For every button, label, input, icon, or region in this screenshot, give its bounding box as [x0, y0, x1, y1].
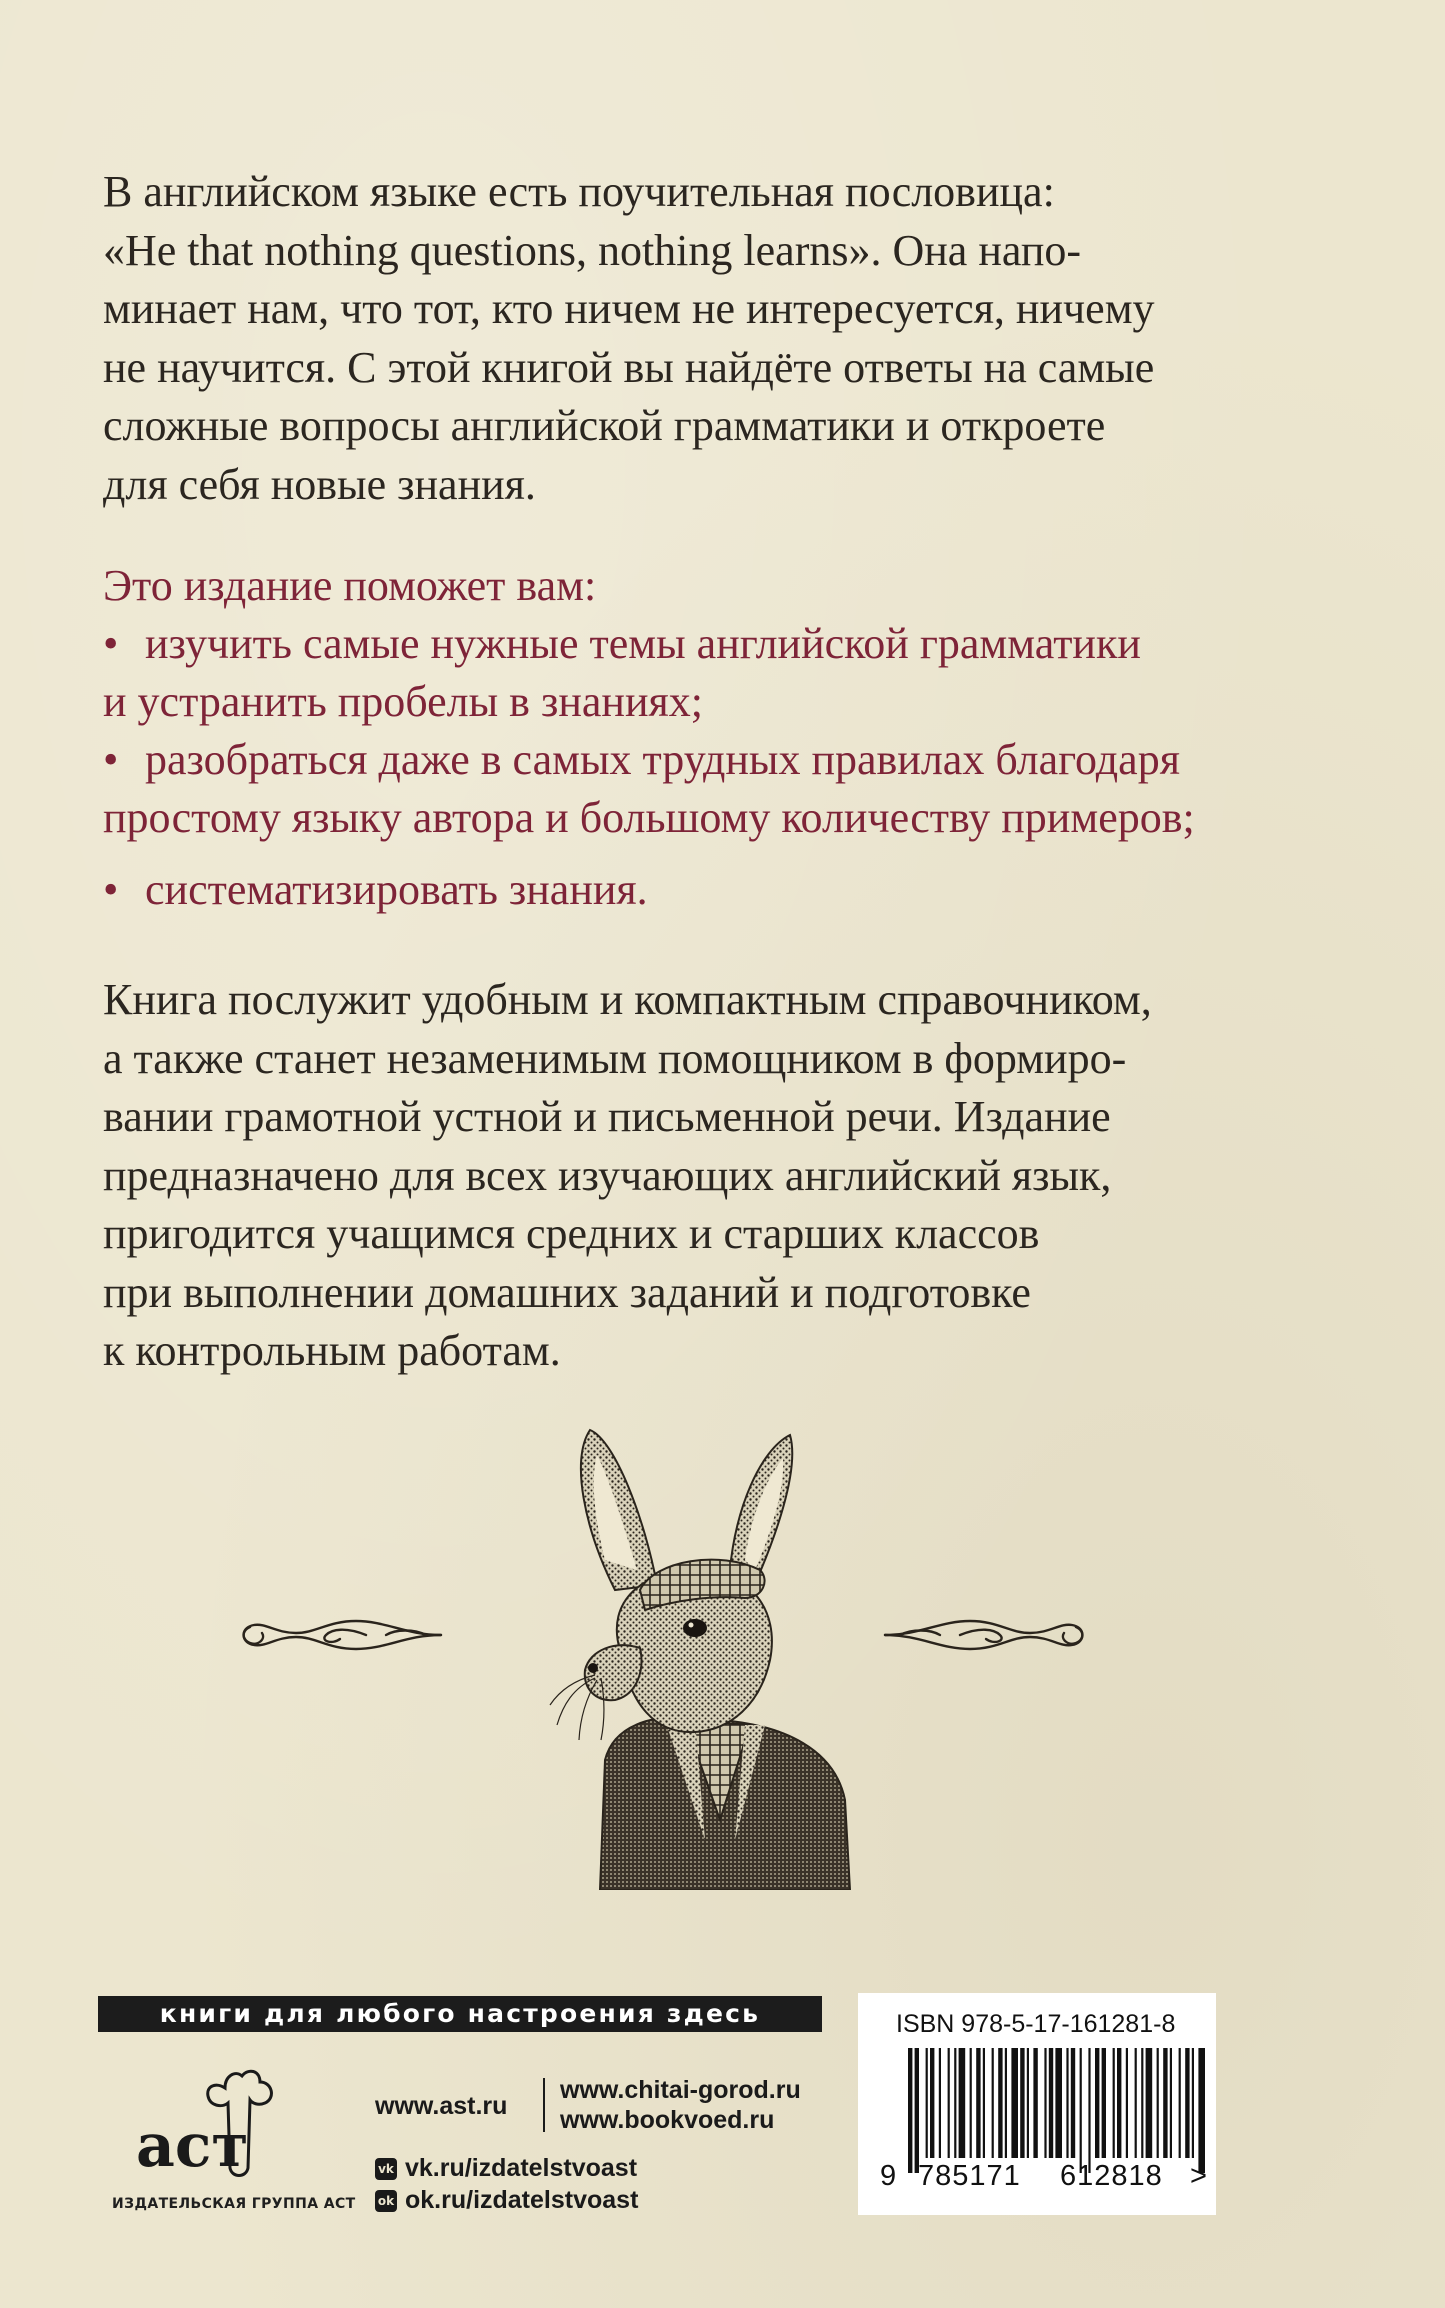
barcode-bar: [1146, 2048, 1153, 2158]
barcode-bar: [1055, 2048, 1062, 2158]
barcode-bar: [1198, 2048, 1205, 2173]
tagline-banner: книги для любого настроения здесь: [98, 1996, 822, 2032]
list-item: • разобраться даже в самых трудных правилах благодаря: [103, 731, 1303, 789]
description-line: предназначено для всех изучающих английский язык,: [103, 1150, 1112, 1200]
isbn-label: ISBN 978-5-17-161281-8: [896, 2010, 1176, 2038]
barcode-bar: [1071, 2048, 1075, 2158]
barcode-bar: [1141, 2048, 1143, 2158]
barcode-bar: [1163, 2048, 1167, 2158]
barcode-bar: [976, 2048, 980, 2158]
description-line: вании грамотной устной и письменной речи. Издание: [103, 1092, 1111, 1141]
barcode-bar: [992, 2048, 994, 2158]
barcode-icon: [906, 2048, 1206, 2173]
barcode-bar: [983, 2048, 985, 2158]
svg-text:аст: аст: [136, 2111, 249, 2181]
link-ast[interactable]: www.ast.ru: [375, 2092, 508, 2120]
barcode-bar: [1066, 2048, 1068, 2158]
ast-logo-icon[interactable]: [130, 2058, 290, 2183]
barcode-bar: [1080, 2048, 1082, 2173]
vk-icon: vk: [375, 2158, 397, 2180]
description-line: Книга послужит удобным и компактным справочником,: [103, 975, 1152, 1024]
barcode-bar: [1117, 2048, 1121, 2158]
barcode-bar: [1033, 2048, 1037, 2158]
barcode-bar: [1157, 2048, 1159, 2158]
barcode-bar: [1113, 2048, 1115, 2158]
list-item: • систематизировать знания.: [103, 861, 1303, 919]
barcode-bar: [1185, 2048, 1189, 2158]
barcode-bar: [1135, 2048, 1137, 2158]
left-flourish-ornament-icon: [236, 1603, 446, 1667]
intro-line: для себя новые знания.: [103, 459, 536, 509]
barcode-bar: [1020, 2048, 1024, 2158]
hare-in-cap-engraving-icon: [545, 1420, 905, 1890]
barcode-left-digits: 785171: [918, 2160, 1021, 2192]
bullet-icon: •: [103, 619, 119, 668]
barcode-bar: [1088, 2048, 1090, 2173]
link-vk[interactable]: vk.ru/izdatelstvoast: [405, 2154, 638, 2182]
bullet-icon: •: [103, 735, 119, 784]
barcode-bar: [1192, 2048, 1194, 2158]
intro-paragraph: [103, 163, 1303, 514]
links-divider: [543, 2078, 545, 2132]
description-line: к контрольным работам.: [103, 1326, 561, 1375]
barcode-arrow: >: [1190, 2160, 1208, 2192]
intro-line: В английском языке есть поучительная пословица:: [103, 167, 1055, 216]
list-item: • изучить самые нужные темы английской грамматики: [103, 615, 1303, 673]
barcode-bar: [908, 2048, 912, 2173]
barcode-bar: [939, 2048, 941, 2158]
benefits-heading: Это издание поможет вам:: [103, 561, 597, 610]
barcode-bar: [998, 2048, 1002, 2158]
barcode-right-digits: 612818: [1060, 2160, 1163, 2192]
barcode-bar: [1126, 2048, 1128, 2158]
barcode-bar: [1170, 2048, 1172, 2158]
barcode-bar: [1095, 2048, 1099, 2158]
list-item-continuation: простому языку автора и большому количеству примеров;: [103, 793, 1195, 842]
barcode-bar: [930, 2048, 934, 2158]
intro-line: минает нам, что тот, кто ничем не интересуется, ничему: [103, 284, 1155, 333]
description-line: а также станет незаменимым помощником в формиро-: [103, 1033, 1127, 1083]
link-bookvoed[interactable]: www.bookvoed.ru: [560, 2106, 775, 2134]
barcode-first-digit: 9: [880, 2160, 898, 2192]
link-chitai-gorod[interactable]: www.chitai-gorod.ru: [560, 2076, 801, 2104]
barcode-bar: [1027, 2048, 1029, 2158]
intro-line: не научится. С этой книгой вы найдёте ответы на самые: [103, 342, 1155, 392]
description-line: пригодится учащимся средних и старших классов: [103, 1209, 1040, 1258]
barcode-bar: [1044, 2048, 1046, 2158]
link-ok[interactable]: ok.ru/izdatelstvoast: [405, 2186, 639, 2214]
barcode-bar: [1005, 2048, 1007, 2158]
barcode-bar: [970, 2048, 972, 2158]
ok-icon: ok: [375, 2190, 397, 2212]
barcode-bar: [948, 2048, 950, 2158]
barcode-bar: [954, 2048, 956, 2158]
barcode-bar: [1179, 2048, 1181, 2158]
bullet-icon: •: [103, 865, 119, 914]
barcode-bar: [926, 2048, 928, 2158]
publisher-name: ИЗДАТЕЛЬСКАЯ ГРУППА АСТ: [112, 2196, 356, 2212]
intro-line: сложные вопросы английской грамматики и откроете: [103, 401, 1106, 450]
list-item-continuation: и устранить пробелы в знаниях;: [103, 677, 703, 726]
benefits-list: [103, 557, 1303, 919]
right-flourish-ornament-icon: [880, 1603, 1090, 1667]
barcode-bar: [1049, 2048, 1053, 2158]
description-paragraph: [103, 971, 1303, 1381]
barcode-bar: [959, 2048, 966, 2158]
barcode-bar: [1102, 2048, 1106, 2158]
barcode-bar: [915, 2048, 919, 2173]
barcode-bar: [1011, 2048, 1018, 2158]
intro-line: «He that nothing questions, nothing learns». Она напо-: [103, 225, 1082, 275]
description-line: при выполнении домашних заданий и подготовке: [103, 1267, 1031, 1317]
